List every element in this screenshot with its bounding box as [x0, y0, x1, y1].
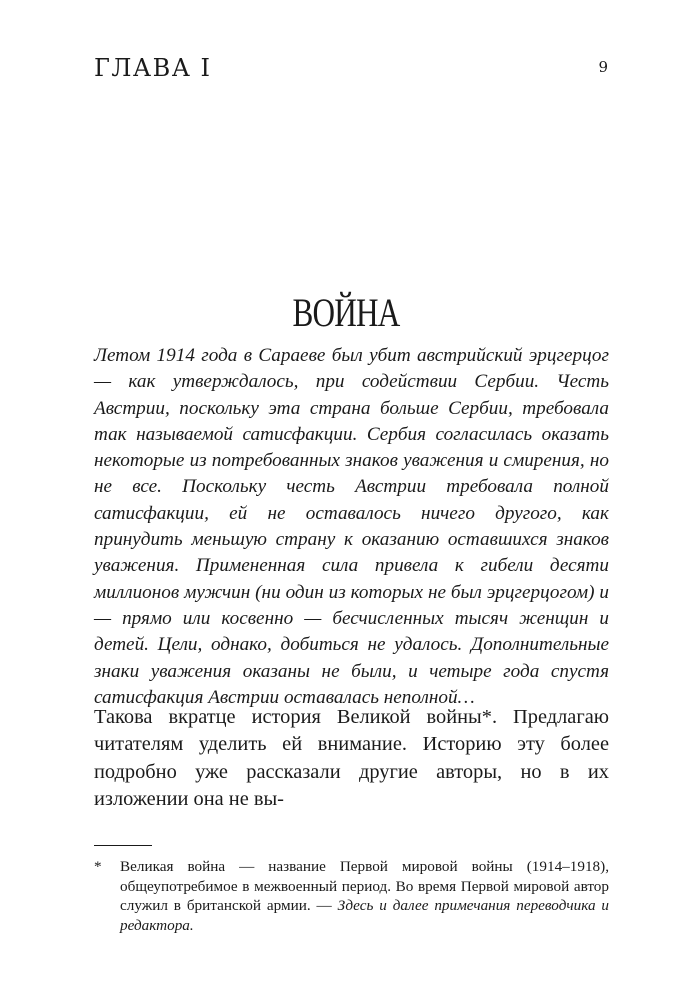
- footnote-mark: *: [94, 858, 102, 875]
- footnote-editor-note: Здесь и далее примечания переводчика и редактора.: [120, 897, 609, 934]
- body-paragraph: Такова вкратце история Великой войны*. Предлагаю читателям уделить ей внимание. Историю эту более подробно уже рассказали другие авторы, но в их изложении она не вы-: [94, 706, 609, 810]
- footnote-body: [120, 857, 609, 935]
- running-head-chapter: ГЛАВА I: [94, 54, 212, 82]
- chapter-title: ВОЙНА: [292, 289, 400, 335]
- epigraph: Летом 1914 года в Сараеве был убит австрийский эрцгерцог — как утверждалось, при содействии Сербии. Честь Австрии, поскольку эта страна больше Сербии, требовала так называемой сатисфакции. Сербия согласилась оказать некоторые из потребованных знаков уважения и смирения, но не все. Поскольку честь Австрии требовала полной сатисфакции, ей не оставалось ничего другого, как принудить меньшую страну к оказанию оставшихся знаков уважения. Примененная сила привела к гибели десяти миллионов мужчин (ни один из которых не был эрцгерцогом) и — прямо или косвенно — бесчисленных тысяч женщин и детей. Цели, однако, добиться не удалось. Дополнительные знаки уважения оказаны не были, и четыре года спустя сатисфакция Австрии оставалась неполной…: [94, 345, 609, 708]
- footnote-divider: [94, 845, 152, 846]
- page-number: 9: [598, 58, 608, 76]
- footnote: [94, 857, 609, 934]
- footnote-text: Великая война — название Первой мировой войны (1914–1918), общеупотребимое в межвоенный период. Во время Первой мировой автор служил в британской армии. —: [120, 858, 609, 914]
